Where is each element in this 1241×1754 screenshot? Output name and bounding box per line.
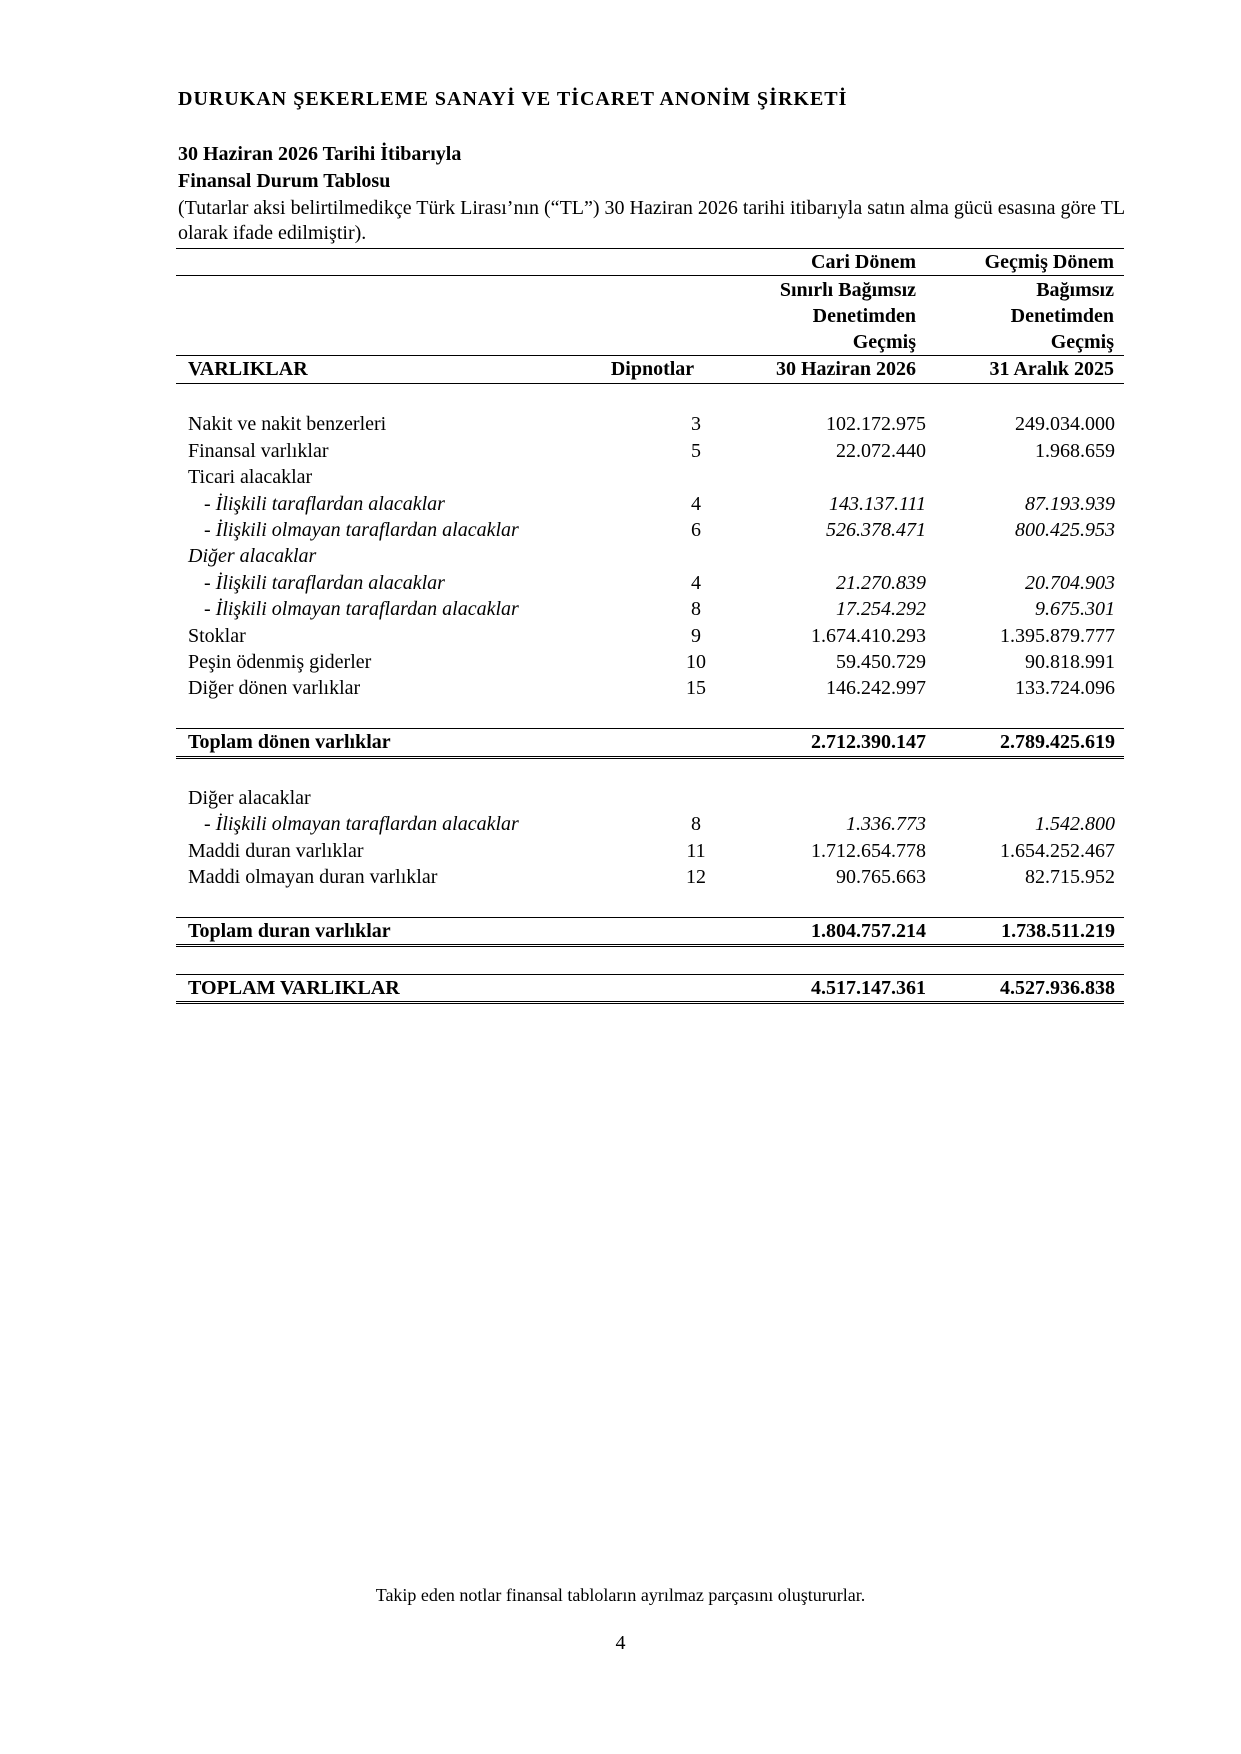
row-cari-value: 1.712.654.778 [811, 839, 926, 862]
row-cari-value: 102.172.975 [826, 413, 926, 436]
row-cari-value: 17.254.292 [836, 598, 926, 621]
row-gecmis-value: 20.704.903 [1025, 571, 1115, 594]
header-period-rule [176, 275, 1124, 276]
table-row [176, 517, 1124, 543]
currency-note: (Tutarlar aksi belirtilmedikçe Türk Lirası’nın (“TL”) 30 Haziran 2026 tarihi itibarıyla satın alma gücü esasına göre TL olarak ifade edilmiştir). [178, 197, 1125, 244]
gecmis-audit-line-1: Bağımsız [1036, 279, 1114, 301]
table-row [176, 570, 1124, 596]
row-label: - İlişkili olmayan taraflardan alacaklar [204, 598, 519, 621]
table-row [176, 623, 1124, 649]
row-cari-value [746, 464, 935, 490]
row-label: Diğer alacaklar [188, 545, 317, 568]
row-gecmis-value: 1.542.800 [1035, 813, 1115, 836]
row-gecmis-value: 9.675.301 [1035, 598, 1115, 621]
row-gecmis-value: 1.968.659 [1035, 439, 1115, 462]
row-gecmis-value: 82.715.952 [1025, 866, 1115, 889]
table-row [176, 785, 1124, 811]
total-noncurrent-gecmis: 1.738.511.219 [935, 918, 1124, 946]
table-row [176, 543, 1124, 569]
spacer-row [176, 385, 1124, 411]
table-row [176, 864, 1124, 890]
table-row [176, 438, 1124, 464]
row-cari-value: 90.765.663 [836, 866, 926, 889]
page-number: 4 [615, 1632, 626, 1654]
row-label: Diğer dönen varlıklar [188, 677, 361, 700]
row-label: - İlişkili olmayan taraflardan alacaklar [204, 813, 519, 836]
row-note: 10 [686, 651, 706, 674]
footer-note: Takip eden notlar finansal tabloların ayrılmaz parçasını oluştururlar. [375, 1585, 866, 1605]
cari-audit-line-3: Geçmiş [852, 331, 916, 353]
table-row [176, 491, 1124, 517]
balance-sheet-table [176, 385, 1124, 1004]
spacer-row [176, 757, 1124, 785]
row-note: 11 [686, 839, 706, 862]
row-label: Nakit ve nakit benzerleri [188, 413, 387, 436]
total-noncurrent-label: Toplam duran varlıklar [176, 918, 646, 946]
total-assets-gecmis: 4.527.936.838 [935, 974, 1124, 1002]
row-label: Peşin ödenmiş giderler [188, 651, 372, 674]
row-label: Diğer alacaklar [188, 787, 311, 810]
row-note: 8 [691, 813, 701, 836]
gecmis-audit-line-2: Denetimden [1010, 305, 1114, 327]
table-row [176, 675, 1124, 701]
row-gecmis-value [935, 543, 1124, 569]
row-note: 9 [691, 624, 701, 647]
total-assets-label: TOPLAM VARLIKLAR [176, 974, 646, 1002]
total-noncurrent-assets-row [176, 918, 1124, 946]
row-gecmis-value [935, 785, 1124, 811]
row-gecmis-value: 133.724.096 [1015, 677, 1115, 700]
row-cari-value: 59.450.729 [836, 651, 926, 674]
row-note: 12 [686, 866, 706, 889]
table-row [176, 411, 1124, 437]
total-assets-row [176, 974, 1124, 1002]
total-noncurrent-cari: 1.804.757.214 [746, 918, 935, 946]
gecmis-period-label: Geçmiş Dönem [984, 251, 1114, 273]
row-cari-value [746, 785, 935, 811]
row-note: 4 [691, 492, 701, 515]
gecmis-audit-label [914, 277, 1114, 355]
row-gecmis-value: 1.654.252.467 [1000, 839, 1115, 862]
company-name: DURUKAN ŞEKERLEME SANAYİ VE TİCARET ANONİM ŞİRKETİ [178, 88, 848, 110]
table-row [176, 596, 1124, 622]
row-note: 3 [691, 413, 701, 436]
row-note: 6 [691, 519, 701, 542]
row-note [646, 543, 746, 569]
row-cari-value: 143.137.111 [828, 492, 926, 515]
notes-column-header: Dipnotlar [610, 358, 695, 380]
row-label: - İlişkili taraflardan alacaklar [204, 571, 445, 594]
spacer-row [176, 702, 1124, 729]
row-label: - İlişkili taraflardan alacaklar [204, 492, 445, 515]
row-cari-value: 1.674.410.293 [811, 624, 926, 647]
row-note [646, 464, 746, 490]
header-bottom-rule [176, 383, 1124, 384]
cari-audit-line-2: Denetimden [812, 305, 916, 327]
spacer-row [176, 946, 1124, 974]
statement-date-title: 30 Haziran 2026 Tarihi İtibarıyla [178, 143, 462, 165]
gecmis-date-header: 31 Aralık 2025 [989, 358, 1114, 380]
table-row [176, 838, 1124, 864]
total-assets-cari: 4.517.147.361 [746, 974, 935, 1002]
total-current-assets-row [176, 729, 1124, 757]
row-gecmis-value: 87.193.939 [1025, 492, 1115, 515]
cari-period-label: Cari Dönem [811, 251, 916, 273]
section-title: VARLIKLAR [188, 358, 308, 380]
row-cari-value: 526.378.471 [826, 519, 926, 542]
row-gecmis-value: 800.425.953 [1015, 519, 1115, 542]
row-cari-value: 21.270.839 [836, 571, 926, 594]
row-note: 8 [691, 598, 701, 621]
total-current-label: Toplam dönen varlıklar [176, 729, 646, 757]
row-gecmis-value [935, 464, 1124, 490]
table-row [176, 811, 1124, 837]
row-label: Maddi olmayan duran varlıklar [188, 866, 438, 889]
row-cari-value: 146.242.997 [826, 677, 926, 700]
row-label: Maddi duran varlıklar [188, 839, 364, 862]
row-cari-value: 22.072.440 [836, 439, 926, 462]
row-note: 5 [691, 439, 701, 462]
row-label: - İlişkili olmayan taraflardan alacaklar [204, 519, 519, 542]
cari-audit-line-1: Sınırlı Bağımsız [779, 279, 916, 301]
row-label: Stoklar [188, 624, 246, 647]
table-row [176, 649, 1124, 675]
row-note: 15 [686, 677, 706, 700]
row-note: 4 [691, 571, 701, 594]
total-current-cari: 2.712.390.147 [746, 729, 935, 757]
row-cari-value [746, 543, 935, 569]
spacer-row [176, 891, 1124, 918]
row-label: Ticari alacaklar [188, 466, 313, 489]
row-label: Finansal varlıklar [188, 439, 329, 462]
table-row [176, 464, 1124, 490]
statement-title: Finansal Durum Tablosu [178, 170, 391, 192]
total-current-gecmis: 2.789.425.619 [935, 729, 1124, 757]
row-gecmis-value: 1.395.879.777 [1000, 624, 1115, 647]
row-note [646, 785, 746, 811]
cari-audit-label [716, 277, 916, 355]
gecmis-audit-line-3: Geçmiş [1050, 331, 1114, 353]
cari-date-header: 30 Haziran 2026 [776, 358, 916, 380]
row-gecmis-value: 249.034.000 [1015, 413, 1115, 436]
row-gecmis-value: 90.818.991 [1025, 651, 1115, 674]
row-cari-value: 1.336.773 [846, 813, 926, 836]
